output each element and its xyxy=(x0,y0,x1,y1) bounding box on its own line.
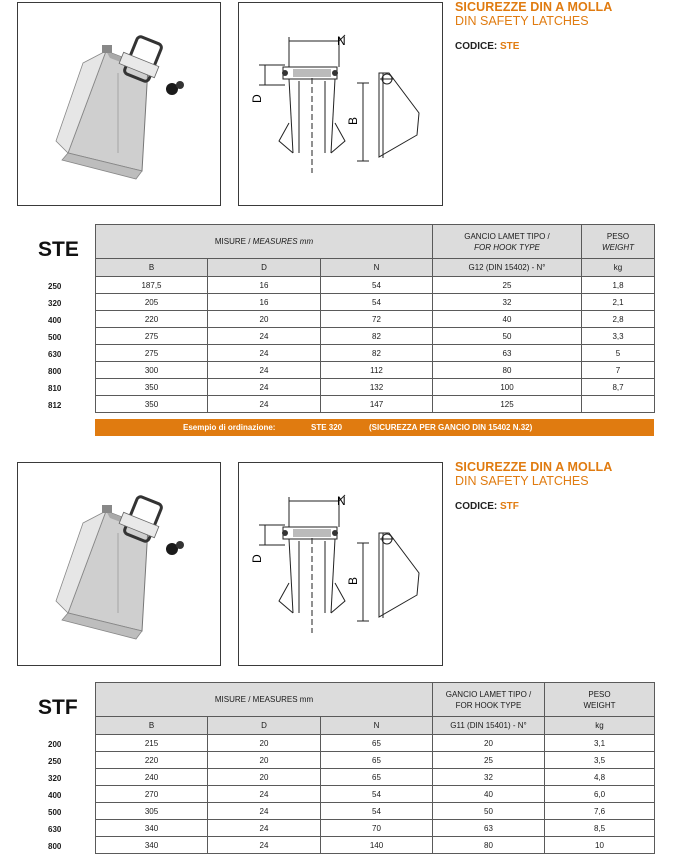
table-row xyxy=(96,379,655,396)
stf-subtitle: DIN SAFETY LATCHES xyxy=(455,474,589,488)
cell-kg: 5 xyxy=(582,345,655,362)
cell-d: 20 xyxy=(208,752,321,769)
table-row xyxy=(96,786,655,803)
cell-hook: 50 xyxy=(433,803,545,820)
ste-spec-table xyxy=(95,224,655,413)
cell-b: 350 xyxy=(96,396,208,413)
ste-code-label: CODICE: xyxy=(455,41,498,52)
ste-col-b: B xyxy=(96,259,208,277)
ste-col-weight: kg xyxy=(582,259,655,277)
latch-technical-drawing xyxy=(239,463,442,665)
ste-product-photo xyxy=(17,2,221,206)
stf-code xyxy=(455,501,519,512)
dim-d-label: D xyxy=(250,94,264,103)
stf-col-n: N xyxy=(321,717,433,735)
ste-hook-header-2: FOR HOOK TYPE xyxy=(474,242,540,252)
cell-kg: 3,1 xyxy=(545,735,655,752)
cell-kg: 2,8 xyxy=(582,311,655,328)
cell-kg xyxy=(582,396,655,413)
cell-kg: 8,5 xyxy=(545,820,655,837)
cell-kg: 4,8 xyxy=(545,769,655,786)
cell-b: 300 xyxy=(96,362,208,379)
cell-hook: 20 xyxy=(433,735,545,752)
cell-n: 112 xyxy=(321,362,433,379)
cell-hook: 32 xyxy=(433,294,582,311)
cell-b: 275 xyxy=(96,328,208,345)
row-label: 812 xyxy=(48,401,62,410)
cell-d: 20 xyxy=(208,735,321,752)
cell-b: 270 xyxy=(96,786,208,803)
ste-technical-drawing xyxy=(238,2,443,206)
stf-hook-header xyxy=(433,683,545,717)
ste-hook-header-1: GANCIO LAMET TIPO / xyxy=(464,231,550,241)
cell-n: 65 xyxy=(321,735,433,752)
cell-kg: 3,5 xyxy=(545,752,655,769)
ste-order-example xyxy=(95,419,654,436)
cell-hook: 25 xyxy=(433,277,582,294)
cell-n: 65 xyxy=(321,769,433,786)
table-row xyxy=(96,396,655,413)
cell-hook: 80 xyxy=(433,837,545,854)
row-label: 800 xyxy=(48,367,62,376)
table-row xyxy=(96,752,655,769)
stf-row-labels xyxy=(48,736,88,855)
ste-weight-header xyxy=(582,225,655,259)
dim-n-label: N xyxy=(337,494,346,508)
cell-hook: 25 xyxy=(433,752,545,769)
cell-kg: 10 xyxy=(545,837,655,854)
cell-d: 24 xyxy=(208,396,321,413)
stf-col-d: D xyxy=(208,717,321,735)
order-example-desc: (SICUREZZA PER GANCIO DIN 15402 N.32) xyxy=(369,423,533,432)
cell-d: 16 xyxy=(208,277,321,294)
cell-d: 24 xyxy=(208,379,321,396)
stf-technical-drawing xyxy=(238,462,443,666)
table-row xyxy=(96,803,655,820)
order-example-label: Esempio di ordinazione: xyxy=(183,423,276,432)
dim-d-label: D xyxy=(250,554,264,563)
stf-hook-header-2: FOR HOOK TYPE xyxy=(455,700,522,710)
cell-d: 24 xyxy=(208,837,321,854)
ste-code xyxy=(455,41,519,52)
row-label: 630 xyxy=(48,350,62,359)
row-label: 320 xyxy=(48,774,62,783)
table-row xyxy=(96,328,655,345)
table-row xyxy=(96,345,655,362)
ste-subtitle: DIN SAFETY LATCHES xyxy=(455,14,589,28)
cell-d: 20 xyxy=(208,311,321,328)
dim-n-label: N xyxy=(337,34,346,48)
cell-d: 24 xyxy=(208,803,321,820)
cell-b: 215 xyxy=(96,735,208,752)
ste-col-d: D xyxy=(208,259,321,277)
row-label: 800 xyxy=(48,842,62,851)
cell-n: 72 xyxy=(321,311,433,328)
row-label: 250 xyxy=(48,757,62,766)
cell-b: 340 xyxy=(96,837,208,854)
cell-b: 350 xyxy=(96,379,208,396)
cell-n: 70 xyxy=(321,820,433,837)
cell-b: 220 xyxy=(96,311,208,328)
cell-kg: 8,7 xyxy=(582,379,655,396)
cell-hook: 40 xyxy=(433,311,582,328)
ste-weight-header-2: WEIGHT xyxy=(602,242,634,252)
cell-d: 24 xyxy=(208,786,321,803)
latch-photo-illustration xyxy=(18,3,220,205)
cell-kg: 7 xyxy=(582,362,655,379)
row-label: 400 xyxy=(48,316,62,325)
cell-d: 24 xyxy=(208,345,321,362)
latch-photo-illustration xyxy=(18,463,220,665)
cell-b: 340 xyxy=(96,820,208,837)
cell-hook: 50 xyxy=(433,328,582,345)
table-row xyxy=(96,769,655,786)
table-row xyxy=(96,735,655,752)
cell-d: 20 xyxy=(208,769,321,786)
row-label: 500 xyxy=(48,333,62,342)
cell-kg: 3,3 xyxy=(582,328,655,345)
row-label: 250 xyxy=(48,282,62,291)
cell-hook: 80 xyxy=(433,362,582,379)
table-row xyxy=(96,277,655,294)
ste-code-value: STE xyxy=(500,41,520,52)
stf-title: SICUREZZE DIN A MOLLA xyxy=(455,460,613,474)
cell-kg: 2,1 xyxy=(582,294,655,311)
cell-b: 187,5 xyxy=(96,277,208,294)
stf-code-label: CODICE: xyxy=(455,501,498,512)
ste-measures-header-en: MEASURES mm xyxy=(252,237,314,246)
cell-d: 24 xyxy=(208,328,321,345)
stf-weight-header xyxy=(545,683,655,717)
dim-b-label: B xyxy=(346,576,360,585)
cell-n: 65 xyxy=(321,752,433,769)
cell-b: 275 xyxy=(96,345,208,362)
table-row xyxy=(96,311,655,328)
cell-hook: 63 xyxy=(433,820,545,837)
stf-model-label: STF xyxy=(38,696,78,719)
ste-title: SICUREZZE DIN A MOLLA xyxy=(455,0,613,14)
cell-b: 240 xyxy=(96,769,208,786)
cell-kg: 6,0 xyxy=(545,786,655,803)
cell-b: 205 xyxy=(96,294,208,311)
cell-hook: 63 xyxy=(433,345,582,362)
stf-hook-header-1: GANCIO LAMET TIPO / xyxy=(445,689,532,699)
cell-hook: 40 xyxy=(433,786,545,803)
stf-measures-header: MISURE / MEASURES mm xyxy=(96,683,433,717)
stf-weight-header-1: PESO xyxy=(588,689,611,699)
ste-row-labels xyxy=(48,278,88,414)
cell-hook: 125 xyxy=(433,396,582,413)
cell-kg: 7,6 xyxy=(545,803,655,820)
cell-n: 140 xyxy=(321,837,433,854)
ste-hook-header xyxy=(433,225,582,259)
ste-model-label: STE xyxy=(38,238,79,261)
cell-d: 24 xyxy=(208,820,321,837)
ste-measures-header-it: MISURE / xyxy=(214,237,253,246)
ste-weight-header-1: PESO xyxy=(606,231,630,241)
stf-col-weight: kg xyxy=(545,717,655,735)
ste-col-hook: G12 (DIN 15402) - N° xyxy=(433,259,582,277)
cell-n: 82 xyxy=(321,328,433,345)
cell-d: 16 xyxy=(208,294,321,311)
ste-col-n: N xyxy=(321,259,433,277)
cell-d: 24 xyxy=(208,362,321,379)
cell-hook: 32 xyxy=(433,769,545,786)
ste-measures-header xyxy=(96,225,433,259)
cell-hook: 100 xyxy=(433,379,582,396)
stf-code-value: STF xyxy=(500,501,519,512)
cell-n: 54 xyxy=(321,294,433,311)
latch-technical-drawing xyxy=(239,3,442,205)
table-row xyxy=(96,294,655,311)
stf-weight-header-2: WEIGHT xyxy=(583,700,616,710)
cell-kg: 1,8 xyxy=(582,277,655,294)
cell-b: 305 xyxy=(96,803,208,820)
cell-n: 82 xyxy=(321,345,433,362)
stf-col-hook: G11 (DIN 15401) - N° xyxy=(433,717,545,735)
stf-col-b: B xyxy=(96,717,208,735)
row-label: 630 xyxy=(48,825,62,834)
row-label: 500 xyxy=(48,808,62,817)
table-row xyxy=(96,362,655,379)
row-label: 320 xyxy=(48,299,62,308)
cell-n: 147 xyxy=(321,396,433,413)
stf-spec-table xyxy=(95,682,655,854)
table-row xyxy=(96,837,655,854)
row-label: 200 xyxy=(48,740,62,749)
cell-n: 54 xyxy=(321,786,433,803)
cell-n: 132 xyxy=(321,379,433,396)
order-example-code: STE 320 xyxy=(311,423,343,432)
table-row xyxy=(96,820,655,837)
cell-n: 54 xyxy=(321,803,433,820)
cell-n: 54 xyxy=(321,277,433,294)
row-label: 400 xyxy=(48,791,62,800)
dim-b-label: B xyxy=(346,116,360,125)
cell-b: 220 xyxy=(96,752,208,769)
row-label: 810 xyxy=(48,384,62,393)
stf-product-photo xyxy=(17,462,221,666)
